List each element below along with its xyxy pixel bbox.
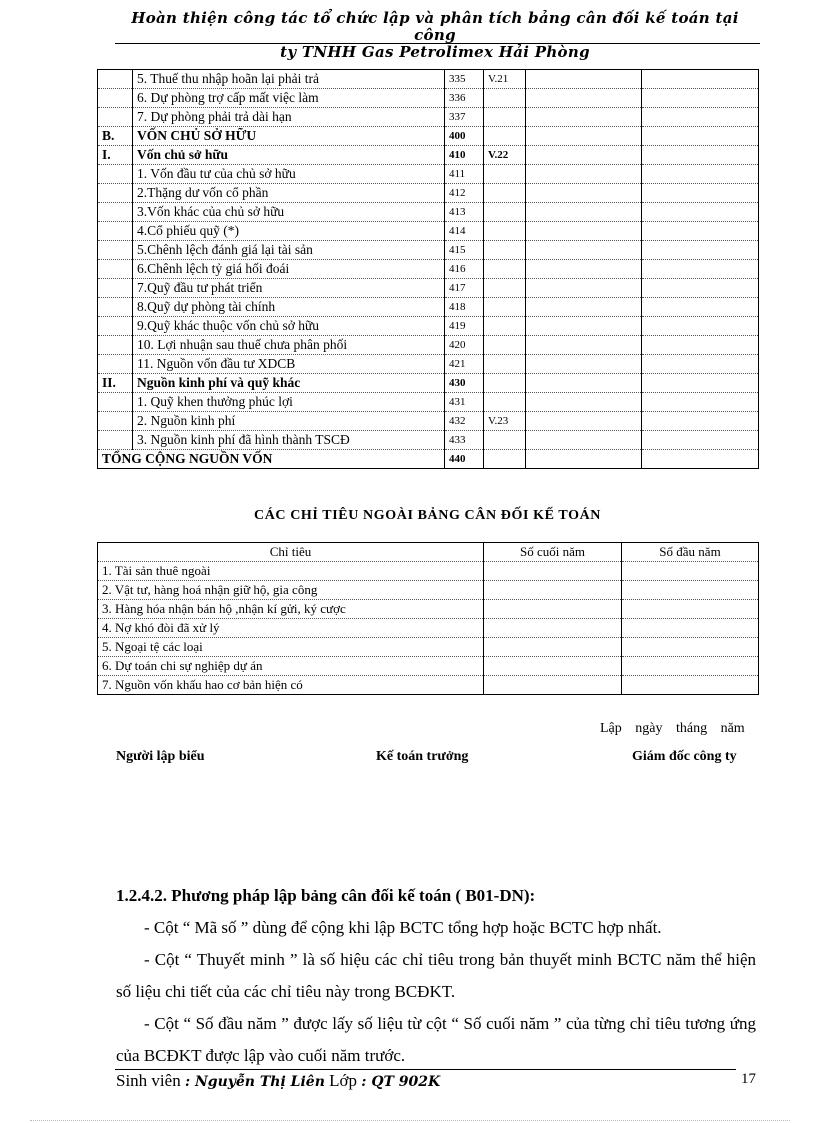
row-index-cell <box>98 317 133 336</box>
row-note-cell <box>484 184 526 203</box>
off-balance-year-start-cell <box>622 600 759 619</box>
total-year-end-cell <box>526 450 642 469</box>
row-year-start-cell <box>642 203 759 222</box>
table-row <box>98 70 759 89</box>
row-year-end-cell <box>526 336 642 355</box>
row-year-end-cell <box>526 127 642 146</box>
row-year-end-cell <box>526 89 642 108</box>
row-index-cell <box>98 241 133 260</box>
table-row <box>98 431 759 450</box>
row-note-cell <box>484 108 526 127</box>
row-year-start-cell <box>642 146 759 165</box>
row-note-cell: V.23 <box>484 412 526 431</box>
row-label-cell: 2.Thặng dư vốn cổ phần <box>133 184 445 203</box>
row-year-start-cell <box>642 241 759 260</box>
signature-date-line: Lập ngày tháng năm <box>600 721 745 736</box>
table-row <box>98 676 759 695</box>
table-row <box>98 336 759 355</box>
row-year-end-cell <box>526 222 642 241</box>
page-edge-dots <box>30 1120 790 1121</box>
row-note-cell <box>484 374 526 393</box>
table-row <box>98 374 759 393</box>
row-year-end-cell <box>526 393 642 412</box>
row-code-cell: 415 <box>445 241 484 260</box>
row-year-end-cell <box>526 412 642 431</box>
off-balance-item-cell: 2. Vật tư, hàng hoá nhận giữ hộ, gia công <box>98 581 484 600</box>
row-code-cell: 414 <box>445 222 484 241</box>
row-code-cell: 431 <box>445 393 484 412</box>
row-note-cell <box>484 241 526 260</box>
row-code-cell: 413 <box>445 203 484 222</box>
row-year-end-cell <box>526 431 642 450</box>
off-balance-year-start-cell <box>622 581 759 600</box>
row-label-cell: 6. Dự phòng trợ cấp mất việc làm <box>133 89 445 108</box>
row-year-end-cell <box>526 146 642 165</box>
row-note-cell: V.22 <box>484 146 526 165</box>
table-row <box>98 562 759 581</box>
footer-divider <box>115 1069 736 1070</box>
paragraph-ma-so: - Cột “ Mã số ” dùng để cộng khi lập BCTC tổng hợp hoặc BCTC hợp nhất. <box>144 918 662 937</box>
header-title-line2: ty TNHH Gas Petrolimex Hải Phòng <box>280 43 590 61</box>
row-label-cell: VỐN CHỦ SỞ HỮU <box>133 127 445 146</box>
total-year-start-cell <box>642 450 759 469</box>
off-balance-year-start-cell <box>622 562 759 581</box>
row-year-start-cell <box>642 222 759 241</box>
row-code-cell: 430 <box>445 374 484 393</box>
row-code-cell: 412 <box>445 184 484 203</box>
row-code-cell: 419 <box>445 317 484 336</box>
table-row <box>98 127 759 146</box>
row-note-cell <box>484 203 526 222</box>
table-row <box>98 412 759 431</box>
row-note-cell <box>484 431 526 450</box>
total-label-cell: TỔNG CỘNG NGUỒN VỐN <box>98 450 445 469</box>
off-balance-year-start-cell <box>622 657 759 676</box>
table-row <box>98 298 759 317</box>
off-balance-year-end-cell <box>484 676 622 695</box>
off-balance-header-row <box>98 543 759 562</box>
balance-sheet-table <box>97 69 759 469</box>
table-row <box>98 638 759 657</box>
row-note-cell <box>484 222 526 241</box>
row-year-start-cell <box>642 317 759 336</box>
row-code-cell: 421 <box>445 355 484 374</box>
row-year-start-cell <box>642 127 759 146</box>
row-index-cell <box>98 336 133 355</box>
row-code-cell: 411 <box>445 165 484 184</box>
off-balance-item-cell: 3. Hàng hóa nhận bán hộ ,nhận kí gửi, ký cược <box>98 600 484 619</box>
table-row <box>98 279 759 298</box>
row-label-cell: 1. Vốn đầu tư của chủ sở hữu <box>133 165 445 184</box>
row-code-cell: 420 <box>445 336 484 355</box>
row-label-cell: 7.Quỹ đầu tư phát triển <box>133 279 445 298</box>
row-code-cell: 336 <box>445 89 484 108</box>
signature-chief-accountant: Kế toán trưởng <box>376 749 469 764</box>
off-balance-year-end-cell <box>484 600 622 619</box>
row-year-start-cell <box>642 374 759 393</box>
row-year-start-cell <box>642 165 759 184</box>
column-header: Số đầu năm <box>622 543 759 562</box>
row-index-cell: I. <box>98 146 133 165</box>
row-note-cell <box>484 260 526 279</box>
row-year-start-cell <box>642 279 759 298</box>
row-year-end-cell <box>526 108 642 127</box>
row-year-end-cell <box>526 70 642 89</box>
row-label-cell: Nguồn kinh phí và quỹ khác <box>133 374 445 393</box>
row-label-cell: 10. Lợi nhuận sau thuế chưa phân phối <box>133 336 445 355</box>
table-row <box>98 89 759 108</box>
row-index-cell <box>98 203 133 222</box>
row-label-cell: 1. Quỹ khen thưởng phúc lợi <box>133 393 445 412</box>
row-year-start-cell <box>642 336 759 355</box>
row-label-cell: Vốn chủ sở hữu <box>133 146 445 165</box>
row-label-cell: 9.Quỹ khác thuộc vốn chủ sở hữu <box>133 317 445 336</box>
header-divider <box>115 43 760 44</box>
row-index-cell <box>98 184 133 203</box>
off-balance-item-cell: 6. Dự toán chi sự nghiệp dự án <box>98 657 484 676</box>
row-year-start-cell <box>642 412 759 431</box>
table-row <box>98 581 759 600</box>
row-label-cell: 4.Cổ phiếu quỹ (*) <box>133 222 445 241</box>
table-row <box>98 165 759 184</box>
table-row <box>98 184 759 203</box>
section-heading: 1.2.4.2. Phương pháp lập bảng cân đối kế toán ( B01-DN): <box>116 886 536 905</box>
row-index-cell: B. <box>98 127 133 146</box>
page-footer <box>116 1071 440 1091</box>
column-header: Chỉ tiêu <box>98 543 484 562</box>
row-year-start-cell <box>642 298 759 317</box>
row-year-start-cell <box>642 70 759 89</box>
paragraph-thuyet-minh: - Cột “ Thuyết minh ” là số hiệu các chỉ tiêu trong bản thuyết minh BCTC năm thể hiện số liệu chi tiết của các chỉ tiêu này trong BCĐKT. <box>116 950 756 1001</box>
table-row <box>98 241 759 260</box>
row-year-end-cell <box>526 374 642 393</box>
off-balance-year-end-cell <box>484 638 622 657</box>
off-balance-title: CÁC CHỈ TIÊU NGOÀI BẢNG CÂN ĐỐI KẾ TOÁN <box>253 508 601 523</box>
column-header: Số cuối năm <box>484 543 622 562</box>
off-balance-item-cell: 5. Ngoại tệ các loại <box>98 638 484 657</box>
row-year-end-cell <box>526 298 642 317</box>
off-balance-year-start-cell <box>622 638 759 657</box>
row-label-cell: 6.Chênh lệch tỷ giá hối đoái <box>133 260 445 279</box>
header-title-line1: Hoàn thiện công tác tổ chức lập và phân tích bảng cân đối kế toán tại công <box>131 9 739 44</box>
row-label-cell: 5.Chênh lệch đánh giá lại tài sản <box>133 241 445 260</box>
row-index-cell <box>98 355 133 374</box>
off-balance-item-cell: 1. Tài sản thuê ngoài <box>98 562 484 581</box>
row-note-cell <box>484 393 526 412</box>
row-year-end-cell <box>526 260 642 279</box>
row-label-cell: 3.Vốn khác của chủ sở hữu <box>133 203 445 222</box>
row-code-cell: 432 <box>445 412 484 431</box>
class-name: : QT 902K <box>361 1074 441 1090</box>
row-label-cell: 7. Dự phòng phải trả dài hạn <box>133 108 445 127</box>
row-year-end-cell <box>526 241 642 260</box>
row-label-cell: 3. Nguồn kinh phí đã hình thành TSCĐ <box>133 431 445 450</box>
row-year-end-cell <box>526 184 642 203</box>
row-note-cell <box>484 317 526 336</box>
table-row <box>98 355 759 374</box>
row-year-end-cell <box>526 165 642 184</box>
student-label: Sinh viên <box>116 1071 181 1090</box>
row-year-end-cell <box>526 279 642 298</box>
row-note-cell <box>484 279 526 298</box>
table-row <box>98 317 759 336</box>
row-note-cell: V.21 <box>484 70 526 89</box>
row-code-cell: 416 <box>445 260 484 279</box>
off-balance-year-start-cell <box>622 676 759 695</box>
page-number: 17 <box>741 1071 756 1087</box>
row-code-cell: 418 <box>445 298 484 317</box>
total-note-cell <box>484 450 526 469</box>
off-balance-year-end-cell <box>484 581 622 600</box>
off-balance-table <box>97 542 759 695</box>
row-year-end-cell <box>526 355 642 374</box>
paragraph-so-dau-nam: - Cột “ Số đầu năm ” được lấy số liệu từ cột “ Số cuối năm ” của từng chỉ tiêu tương ứng của BCĐKT được lập vào cuối năm trước. <box>116 1014 756 1065</box>
off-balance-item-cell: 7. Nguồn vốn khấu hao cơ bản hiện có <box>98 676 484 695</box>
table-row <box>98 657 759 676</box>
student-name: : Nguyễn Thị Liên <box>184 1074 325 1090</box>
row-index-cell <box>98 165 133 184</box>
row-index-cell <box>98 108 133 127</box>
row-index-cell <box>98 222 133 241</box>
off-balance-year-end-cell <box>484 562 622 581</box>
row-note-cell <box>484 298 526 317</box>
row-year-start-cell <box>642 260 759 279</box>
row-year-start-cell <box>642 184 759 203</box>
row-year-start-cell <box>642 108 759 127</box>
row-index-cell <box>98 279 133 298</box>
table-row <box>98 619 759 638</box>
row-note-cell <box>484 355 526 374</box>
row-note-cell <box>484 89 526 108</box>
document-header <box>110 10 760 61</box>
row-year-start-cell <box>642 89 759 108</box>
table-row <box>98 222 759 241</box>
row-index-cell: II. <box>98 374 133 393</box>
row-code-cell: 417 <box>445 279 484 298</box>
row-label-cell: 11. Nguồn vốn đầu tư XDCB <box>133 355 445 374</box>
table-row <box>98 600 759 619</box>
row-year-start-cell <box>642 355 759 374</box>
row-code-cell: 337 <box>445 108 484 127</box>
row-code-cell: 400 <box>445 127 484 146</box>
row-code-cell: 433 <box>445 431 484 450</box>
table-row <box>98 393 759 412</box>
table-row <box>98 146 759 165</box>
row-year-start-cell <box>642 431 759 450</box>
row-index-cell <box>98 89 133 108</box>
total-row <box>98 450 759 469</box>
row-code-cell: 335 <box>445 70 484 89</box>
row-label-cell: 2. Nguồn kinh phí <box>133 412 445 431</box>
row-label-cell: 8.Quỹ dự phòng tài chính <box>133 298 445 317</box>
table-row <box>98 203 759 222</box>
signature-preparer: Người lập biểu <box>116 749 205 764</box>
row-year-end-cell <box>526 317 642 336</box>
table-row <box>98 108 759 127</box>
row-index-cell <box>98 70 133 89</box>
row-index-cell <box>98 412 133 431</box>
row-note-cell <box>484 165 526 184</box>
row-code-cell: 410 <box>445 146 484 165</box>
row-index-cell <box>98 260 133 279</box>
signature-director: Giám đốc công ty <box>632 749 737 764</box>
off-balance-item-cell: 4. Nợ khó đòi đã xử lý <box>98 619 484 638</box>
row-year-start-cell <box>642 393 759 412</box>
row-index-cell <box>98 431 133 450</box>
off-balance-year-end-cell <box>484 619 622 638</box>
off-balance-year-start-cell <box>622 619 759 638</box>
row-index-cell <box>98 393 133 412</box>
row-label-cell: 5. Thuế thu nhập hoãn lại phải trả <box>133 70 445 89</box>
row-index-cell <box>98 298 133 317</box>
class-label: Lớp <box>329 1071 358 1090</box>
off-balance-year-end-cell <box>484 657 622 676</box>
row-note-cell <box>484 336 526 355</box>
table-row <box>98 260 759 279</box>
row-year-end-cell <box>526 203 642 222</box>
row-note-cell <box>484 127 526 146</box>
total-code-cell: 440 <box>445 450 484 469</box>
